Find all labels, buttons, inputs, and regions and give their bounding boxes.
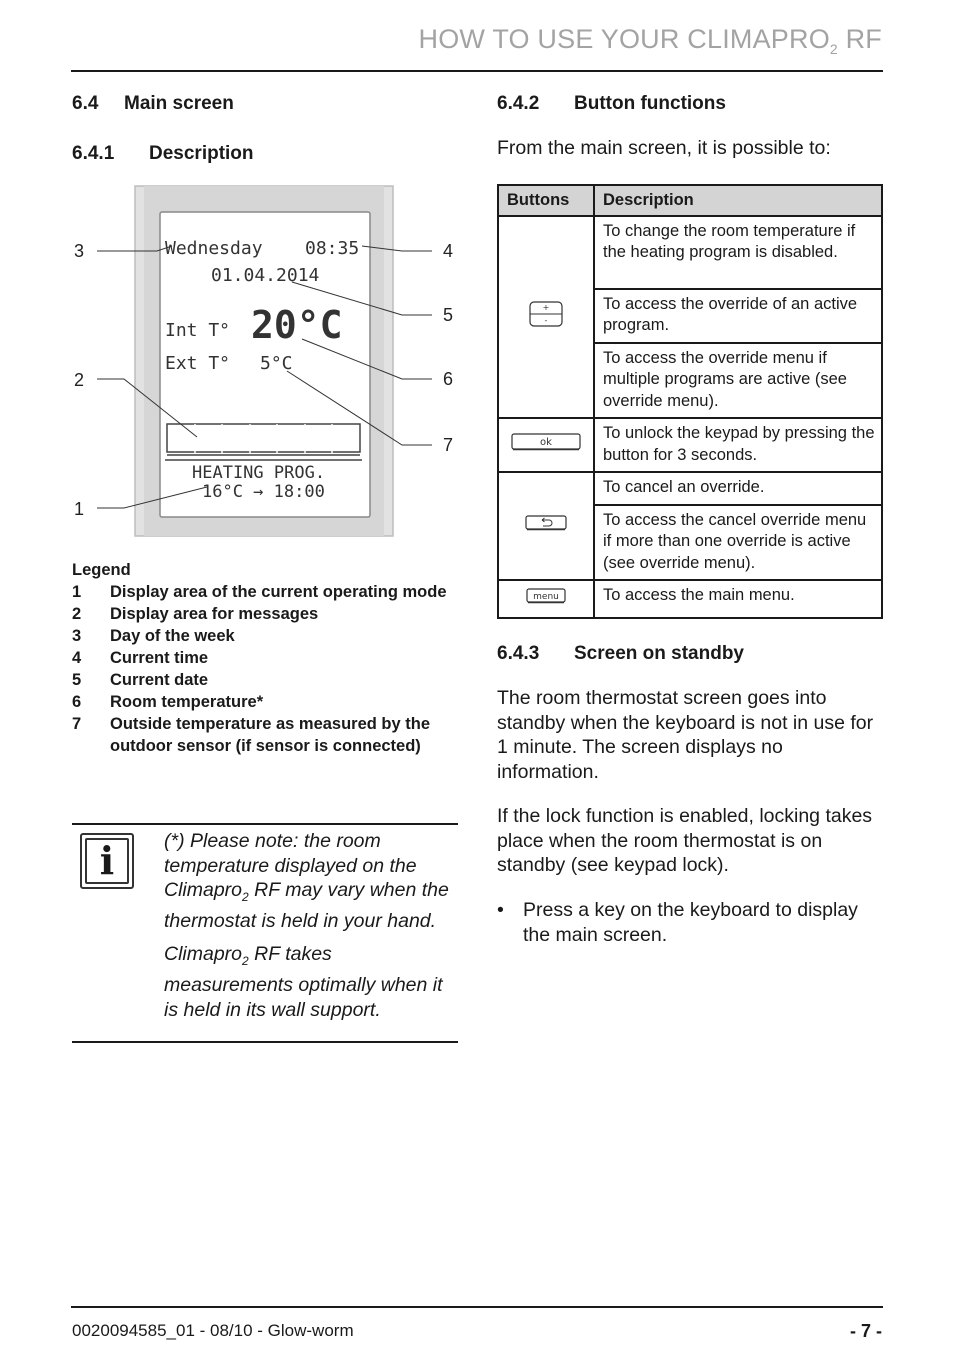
bullet-item: • Press a key on the keyboard to display the main screen. <box>497 899 858 946</box>
lcd-day: Wednesday <box>165 238 263 259</box>
callout-1: 1 <box>74 499 85 519</box>
callout-5: 5 <box>443 305 454 325</box>
column-header-description: Description <box>594 185 882 216</box>
svg-text:-: - <box>544 315 548 325</box>
ok-button-icon <box>511 433 581 451</box>
lcd-time: 08:35 <box>305 238 360 259</box>
lock-paragraph: If the lock function is enabled, locking takes place when the room thermostat is on standby (see keypad lock). <box>497 805 873 876</box>
legend-item: 6 Room temperature* <box>72 693 264 711</box>
legend-item: 2 Display area for messages <box>72 605 319 623</box>
up-down-button-icon <box>529 301 563 327</box>
legend-item: 4 Current time <box>72 649 209 667</box>
table-row <box>498 216 882 289</box>
back-button-icon <box>525 515 567 531</box>
callout-4: 4 <box>443 241 454 261</box>
menu-button-cell <box>498 580 594 618</box>
table-cell-description: To access the cancel override menu if more than one override is active (see override menu). <box>594 505 882 581</box>
callout-3: 3 <box>74 241 85 261</box>
callout-7: 7 <box>443 435 454 455</box>
table-row <box>498 580 882 618</box>
note-box <box>72 823 458 1043</box>
section-heading: 6.4 Main screen <box>72 93 234 114</box>
lcd-int-label: Int T° <box>165 320 231 341</box>
note-paragraph-2: Climapro$_2$ RF takes measurements optimally when it is held in its wall support. <box>164 942 443 1021</box>
table-cell-description: To unlock the keypad by pressing the button for 3 seconds. <box>594 418 882 472</box>
legend-title: Legend <box>72 561 131 579</box>
ok-button-cell <box>498 418 594 472</box>
legend-item: 7 Outside temperature as measured by the outdoor sensor (if sensor is connected) <box>72 715 431 755</box>
table-cell-description: To access the override menu if multiple programs are active (see override menu). <box>594 343 882 419</box>
callout-2: 2 <box>74 370 85 390</box>
subsection-heading-description: 6.4.1 Description <box>72 143 254 164</box>
svg-text:menu: menu <box>533 591 559 602</box>
footer-doc-id: 0020094585_01 - 08/10 - Glow-worm <box>72 1321 354 1340</box>
legend-item: 1 Display area of the current operating mode <box>72 583 447 601</box>
standby-paragraph: The room thermostat screen goes into standby when the keyboard is not in use for 1 minute. The screen displays no information. <box>497 687 874 783</box>
lcd-ext-label: Ext T° <box>165 353 231 374</box>
table-cell-description: To access the main menu. <box>594 580 882 618</box>
note-text <box>164 829 454 1030</box>
legend-item: 3 Day of the week <box>72 627 235 645</box>
running-header: HOW TO USE YOUR $CLIMAPRO_2$ RF <box>418 24 882 57</box>
back-button-cell <box>498 472 594 580</box>
table-row <box>498 472 882 505</box>
subsection-heading-button-functions: 6.4.2 Button functions <box>497 93 726 114</box>
bullet-marker: • <box>497 899 504 921</box>
header-rule <box>71 70 883 72</box>
lcd-ext-value: 5°C <box>260 353 293 374</box>
table-row <box>498 418 882 472</box>
lcd-int-value: 20°C <box>251 303 343 347</box>
column-header-buttons: Buttons <box>498 185 594 216</box>
button-functions-table <box>497 184 883 619</box>
note-paragraph-1: (*) Please note: the room temperature displayed on the Climapro$_2$ RF may vary when the thermostat is held in your hand. <box>164 830 449 933</box>
lcd-mode-detail: 16°C → 18:00 <box>202 482 325 502</box>
legend-item: 5 Current date <box>72 671 209 689</box>
info-icon: i <box>80 833 134 889</box>
page-number: - 7 - <box>849 1321 882 1341</box>
svg-text:+: + <box>542 302 550 312</box>
intro-text: From the main screen, it is possible to: <box>497 137 831 159</box>
table-cell-description: To access the override of an active program. <box>594 289 882 343</box>
callout-6: 6 <box>443 369 454 389</box>
up-down-button-cell <box>498 216 594 419</box>
table-header-row <box>498 185 882 216</box>
table-cell-description: To cancel an override. <box>594 472 882 505</box>
menu-button-icon <box>526 588 566 604</box>
footer-rule <box>71 1306 883 1308</box>
thermostat-figure <box>72 184 458 540</box>
lcd-mode: HEATING PROG. <box>192 463 326 483</box>
lcd-date: 01.04.2014 <box>211 265 320 286</box>
table-cell-description: To change the room temperature if the heating program is disabled. <box>594 216 882 289</box>
legend <box>72 559 452 757</box>
svg-text:ok: ok <box>540 436 552 448</box>
subsection-heading-standby: 6.4.3 Screen on standby <box>497 643 744 664</box>
